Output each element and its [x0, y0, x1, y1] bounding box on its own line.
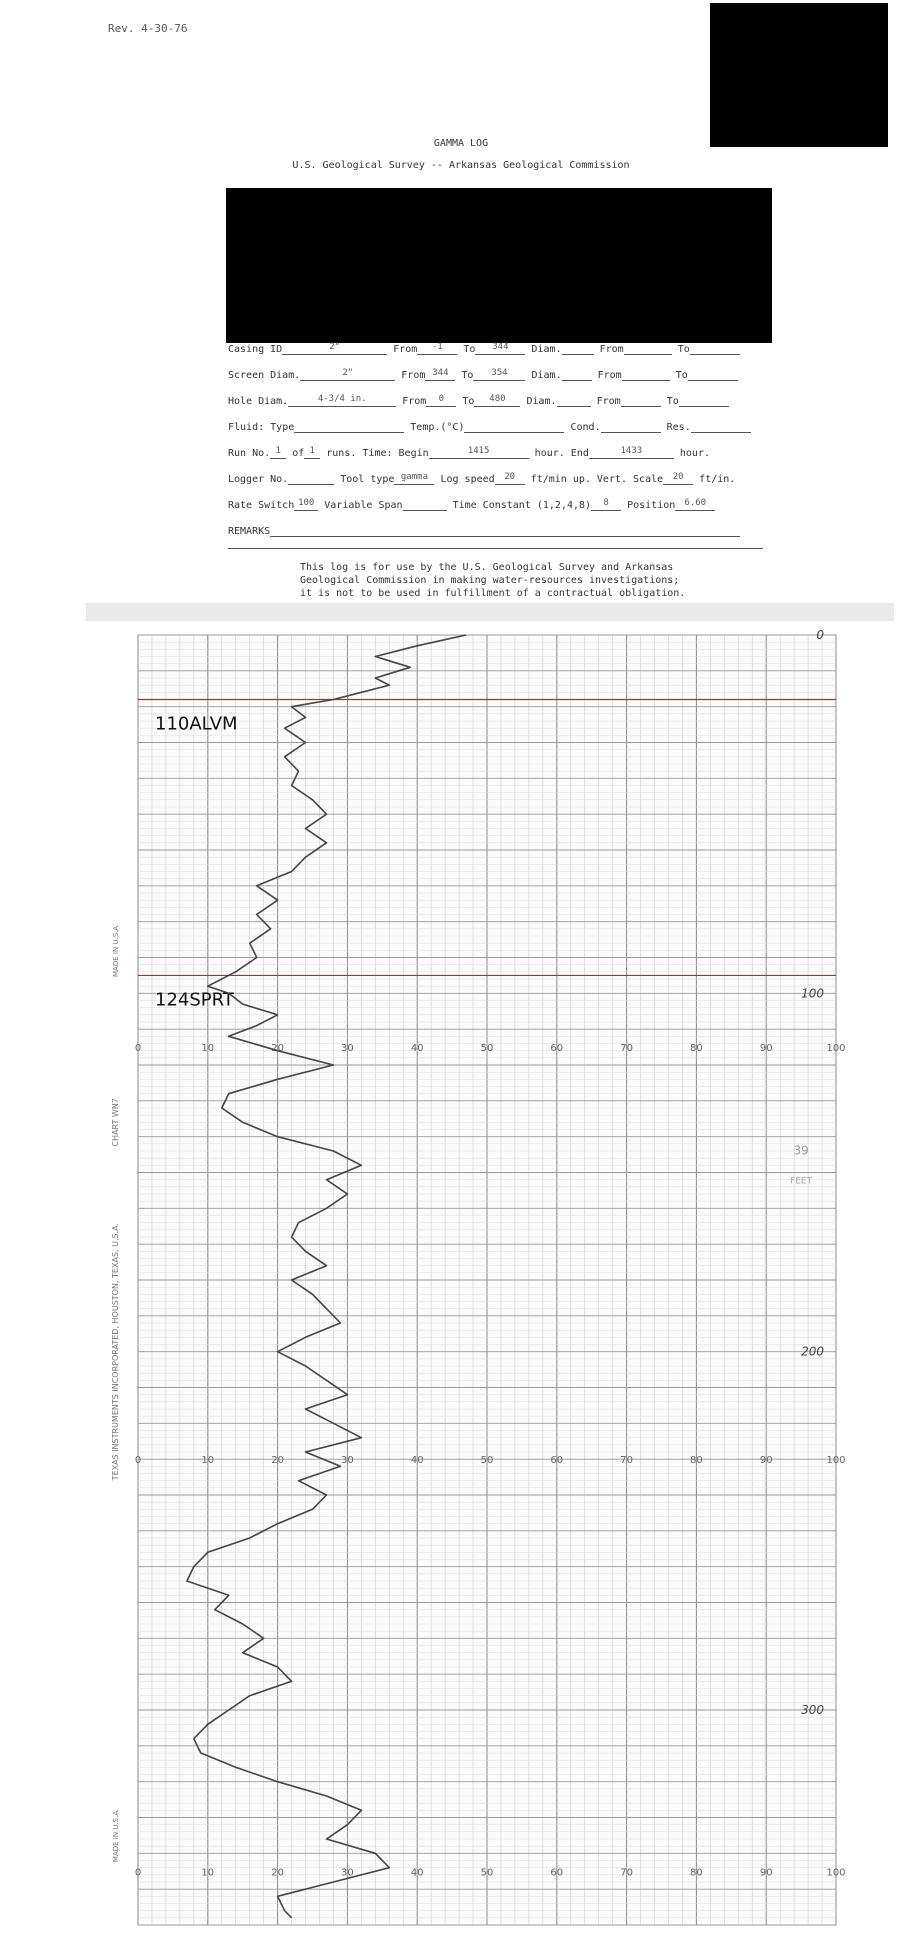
time-constant-value: 8	[591, 498, 621, 511]
casing-from2-label: From	[599, 344, 624, 355]
screen-row	[228, 368, 763, 386]
casing-to2-blank	[690, 342, 740, 355]
hole-label: Hole Diam.	[228, 396, 289, 407]
logger-no-blank	[288, 472, 334, 485]
formation-label: 124SPRT	[155, 989, 234, 1011]
hole-to2-blank	[679, 394, 729, 407]
rate-switch-value: 100	[294, 498, 318, 511]
depth-label: 0	[816, 628, 824, 642]
log-title: GAMMA LOG	[433, 138, 489, 149]
made-in-usa-label-2: MADE IN U.S.A.	[112, 1808, 120, 1863]
casing-from-label: From	[393, 344, 418, 355]
scale-tick-label: 60	[550, 1455, 564, 1467]
screen-from-value: 344	[425, 368, 455, 381]
scale-tick-label: 100	[826, 1455, 846, 1467]
position-value: 6.60	[675, 498, 715, 511]
scale-tick-label: 60	[550, 1043, 564, 1055]
hole-row	[228, 394, 763, 412]
fluid-type-label: Type	[270, 422, 295, 433]
revision-date: Rev. 4-30-76	[108, 22, 188, 35]
casing-label: Casing ID	[228, 344, 283, 355]
scale-tick-label: 100	[826, 1043, 846, 1055]
scale-tick-label: 90	[759, 1867, 773, 1879]
rate-switch-label: Rate Switch	[228, 500, 295, 511]
chart-grid	[138, 635, 836, 1925]
scale-tick-label: 20	[271, 1867, 284, 1879]
tool-type-label: Tool type	[340, 474, 395, 485]
redaction-box-top-right	[710, 3, 888, 147]
run-label: Run No.	[228, 448, 271, 459]
log-form	[228, 342, 763, 557]
casing-to2-label: To	[677, 344, 690, 355]
screen-diam-value: 2"	[300, 368, 395, 381]
depth-label: 100	[801, 986, 824, 1001]
screen-to2-blank	[688, 368, 738, 381]
notice-line-2: Geological Commission in making water-resources investigations;	[300, 575, 680, 586]
run-runs-label: runs.	[326, 448, 357, 459]
scale-tick-label: 30	[341, 1867, 354, 1879]
notice-line-1: This log is for use by the U.S. Geological Survey and Arkansas	[300, 562, 674, 573]
scale-tick-label: 80	[690, 1867, 703, 1879]
run-of-label: of	[292, 448, 305, 459]
fluid-type-blank	[294, 420, 404, 433]
stamp-feet: FEET	[790, 1176, 813, 1187]
vert-scale-value: 20	[663, 472, 693, 485]
run-time-label: Time: Begin	[362, 448, 429, 459]
screen-from2-label: From	[597, 370, 622, 381]
screen-to-value: 354	[473, 368, 525, 381]
remarks-label: REMARKS	[228, 526, 271, 537]
scale-tick-label: 90	[759, 1455, 773, 1467]
manufacturer-label: TEXAS INSTRUMENTS INCORPORATED, HOUSTON, TEXAS, U.S.A.	[111, 1223, 120, 1481]
run-row	[228, 446, 763, 464]
casing-row	[228, 342, 763, 360]
scale-tick-label: 50	[480, 1455, 494, 1467]
scale-tick-label: 20	[271, 1043, 284, 1055]
scale-tick-label: 10	[201, 1043, 215, 1055]
hole-from-value: 0	[426, 394, 456, 407]
casing-diam-label: Diam.	[531, 344, 562, 355]
stamp-number: 39	[793, 1143, 809, 1158]
hole-from2-blank	[621, 394, 661, 407]
hole-to-value: 480	[474, 394, 520, 407]
run-hour-label: hour. End	[534, 448, 589, 459]
scale-tick-label: 60	[550, 1867, 564, 1879]
casing-id-value: 2"	[282, 342, 387, 355]
hole-from-label: From	[402, 396, 427, 407]
scale-tick-label: 10	[201, 1867, 215, 1879]
run-begin-value: 1415	[429, 446, 529, 459]
hole-diam-label: Diam.	[526, 396, 557, 407]
gamma-log-svg	[0, 600, 922, 1944]
scale-tick-label: 80	[690, 1043, 703, 1055]
scale-tick-label: 0	[134, 1043, 142, 1055]
run-no-value: 1	[270, 446, 286, 459]
scale-tick-label: 70	[620, 1043, 633, 1055]
variable-span-label: Variable Span	[324, 500, 403, 511]
screen-to2-label: To	[675, 370, 688, 381]
log-speed-value: 20	[495, 472, 525, 485]
speed-unit-label: ft/min up. Vert. Scale	[530, 474, 664, 485]
depth-label: 200	[801, 1344, 824, 1359]
scale-tick-label: 70	[620, 1867, 633, 1879]
usage-notice	[300, 561, 720, 600]
casing-diam2-blank	[562, 342, 594, 355]
hole-from2-label: From	[596, 396, 621, 407]
rate-row	[228, 498, 763, 516]
fluid-res-label: Res.	[666, 422, 691, 433]
remarks-blank	[270, 524, 740, 537]
position-label: Position	[627, 500, 676, 511]
scale-tick-label: 20	[271, 1455, 284, 1467]
time-constant-label: Time Constant (1,2,4,8)	[452, 500, 592, 511]
logger-row	[228, 472, 763, 490]
run-end-value: 1433	[589, 446, 674, 459]
hole-to-label: To	[462, 396, 475, 407]
scale-tick-label: 50	[480, 1867, 494, 1879]
log-speed-label: Log speed	[440, 474, 495, 485]
gamma-log-chart	[0, 600, 922, 1948]
scale-tick-label: 40	[410, 1455, 424, 1467]
scale-tick-label: 0	[134, 1867, 142, 1879]
run-hour2-label: hour.	[679, 448, 710, 459]
run-of-value: 1	[304, 446, 320, 459]
screen-from2-blank	[622, 368, 670, 381]
redaction-box-well-info	[226, 188, 772, 343]
screen-to-label: To	[461, 370, 474, 381]
remarks-row	[228, 524, 763, 542]
scale-tick-label: 40	[410, 1043, 424, 1055]
variable-span-blank	[403, 498, 447, 511]
screen-diam2-blank	[562, 368, 592, 381]
scale-unit-label: ft/in.	[699, 474, 736, 485]
scale-tick-label: 100	[826, 1867, 846, 1879]
scale-tick-label: 90	[759, 1043, 773, 1055]
scale-tick-label: 10	[201, 1455, 215, 1467]
depth-label: 300	[801, 1703, 824, 1717]
casing-from-value: -1	[417, 342, 457, 355]
fluid-res-blank	[691, 420, 751, 433]
logger-label: Logger No.	[228, 474, 289, 485]
casing-from2-blank	[624, 342, 672, 355]
fluid-cond-label: Cond.	[570, 422, 601, 433]
scale-tick-label: 80	[690, 1455, 703, 1467]
fluid-temp-label: Temp.(°C)	[410, 422, 465, 433]
hole-to2-label: To	[666, 396, 679, 407]
fluid-cond-blank	[601, 420, 661, 433]
scale-tick-label: 0	[134, 1455, 142, 1467]
scale-tick-label: 70	[620, 1455, 633, 1467]
screen-from-label: From	[401, 370, 426, 381]
fluid-temp-blank	[464, 420, 564, 433]
scale-tick-label: 30	[341, 1455, 354, 1467]
fluid-label: Fluid:	[228, 422, 265, 433]
screen-diam-label: Diam.	[531, 370, 562, 381]
fluid-row	[228, 420, 763, 438]
formation-label: 110ALVM	[155, 713, 238, 735]
remarks-line-2	[228, 548, 763, 549]
hole-diam-value: 4-3/4 in.	[288, 394, 396, 407]
casing-to-label: To	[463, 344, 476, 355]
scale-tick-label: 50	[480, 1043, 494, 1055]
hole-diam2-blank	[557, 394, 591, 407]
scale-tick-label: 40	[410, 1867, 424, 1879]
made-in-usa-label: MADE IN U.S.A.	[112, 923, 120, 977]
agency-subtitle: U.S. Geological Survey -- Arkansas Geological Commission	[292, 160, 630, 171]
notice-line-3: it is not to be used in fulfillment of a contractual obligation.	[300, 588, 686, 599]
screen-label: Screen Diam.	[228, 370, 301, 381]
chart-number-label: CHART WN7	[111, 1098, 120, 1147]
scale-tick-label: 30	[341, 1043, 354, 1055]
tool-type-value: gamma	[394, 472, 434, 485]
casing-to-value: 344	[475, 342, 525, 355]
